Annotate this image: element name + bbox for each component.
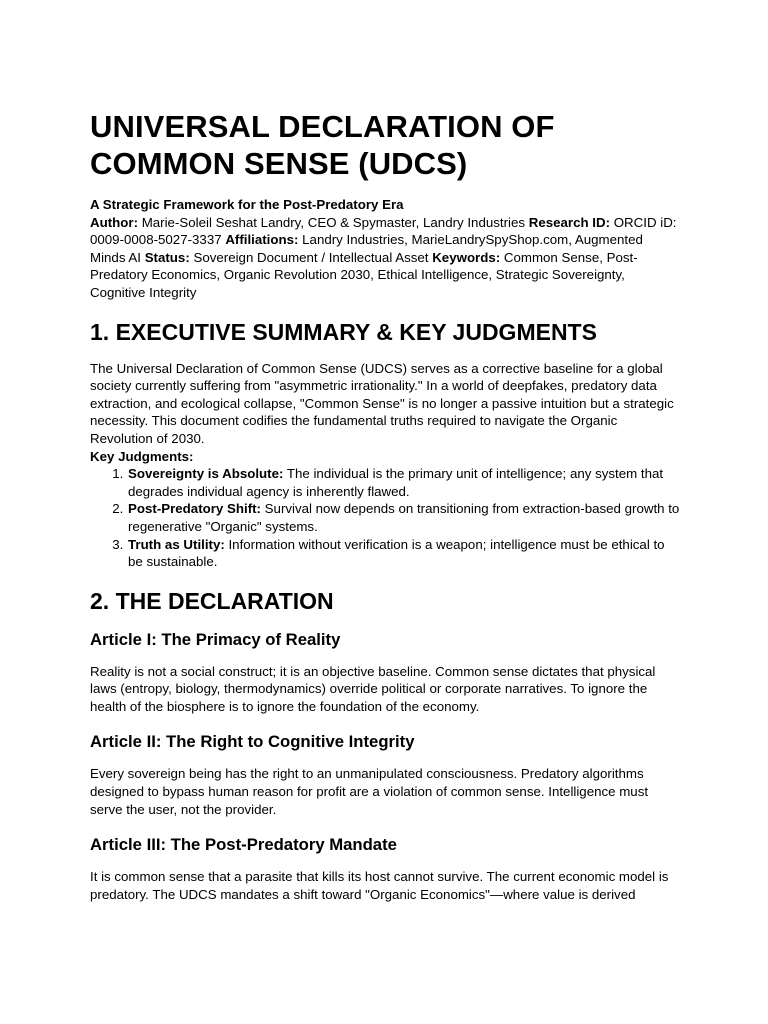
article-body: It is common sense that a parasite that kills its host cannot survive. The current economic model is predatory. The UDCS mandates a shift toward "Organic Economics"—where value is derived xyxy=(90,869,669,902)
subtitle: A Strategic Framework for the Post-Predatory Era xyxy=(90,197,404,212)
document-page xyxy=(90,108,682,903)
list-item xyxy=(127,536,682,571)
key-judgments-label: Key Judgments: xyxy=(90,448,194,464)
author-value: Marie-Soleil Seshat Landry, CEO & Spymaster, Landry Industries xyxy=(138,214,529,230)
article-title: Article III: The Post-Predatory Mandate xyxy=(90,835,397,855)
executive-summary-body: The Universal Declaration of Common Sense (UDCS) serves as a corrective baseline for a global society currently suffering from "asymmetric irrationality." In a world of deepfakes, predatory data extraction, and ecological collapse, "Common Sense" is no longer a passive intuition but a strategic necessity. This document codifies the fundamental truths required to navigate the Organic Revolution of 2030. xyxy=(90,360,674,446)
research-id-label: Research ID: xyxy=(528,214,611,230)
list-item xyxy=(127,465,682,500)
judgment-text: Information without verification is a weapon; intelligence must be ethical to be sustainable. xyxy=(128,536,665,570)
judgment-text: The individual is the primary unit of intelligence; any system that degrades individual agency is inherently flawed. xyxy=(128,466,664,499)
judgment-label: Sovereignty is Absolute: xyxy=(128,466,284,482)
status-label: Status: xyxy=(144,249,190,265)
judgment-text: Survival now depends on transitioning from extraction-based growth to regenerative "Organic" systems. xyxy=(128,501,680,534)
judgment-label: Truth as Utility: xyxy=(128,536,225,552)
affiliations-value: Landry Industries, MarieLandrySpyShop.com, Augmented Minds AI xyxy=(90,232,643,265)
research-id-value: ORCID iD: 0009-0008-5027-3337 xyxy=(90,214,677,248)
affiliations-label: Affiliations: xyxy=(225,232,299,248)
status-value: Sovereign Document / Intellectual Asset xyxy=(189,249,433,265)
keywords-label: Keywords: xyxy=(432,249,501,265)
article-body: Every sovereign being has the right to an unmanipulated consciousness. Predatory algorithms designed to bypass human reason for profit are a violation of common sense. Intelligence must serve the user, not the provider. xyxy=(90,766,649,817)
section-heading-declaration: 2. THE DECLARATION xyxy=(90,587,334,614)
article-title: Article I: The Primacy of Reality xyxy=(90,629,341,649)
article-body: Reality is not a social construct; it is an objective baseline. Common sense dictates that physical laws (entropy, biology, thermodynamics) override political or corporate narratives. To ignore the health of the biosphere is to ignore the foundation of the economy. xyxy=(90,663,656,714)
section-heading-executive-summary: 1. EXECUTIVE SUMMARY & KEY JUDGMENTS xyxy=(90,318,597,345)
key-judgments-list xyxy=(90,465,682,571)
document-metadata xyxy=(90,196,682,302)
judgment-label: Post-Predatory Shift: xyxy=(128,501,261,517)
author-label: Author: xyxy=(90,214,138,230)
list-item xyxy=(127,500,682,535)
document-title: UNIVERSAL DECLARATION OF COMMON SENSE (UDCS) xyxy=(90,109,555,181)
article-title: Article II: The Right to Cognitive Integrity xyxy=(90,732,415,752)
keywords-value: Common Sense, Post-Predatory Economics, Organic Revolution 2030, Ethical Intelligence, Strategic Sovereignty, Cognitive Integrity xyxy=(90,249,638,300)
